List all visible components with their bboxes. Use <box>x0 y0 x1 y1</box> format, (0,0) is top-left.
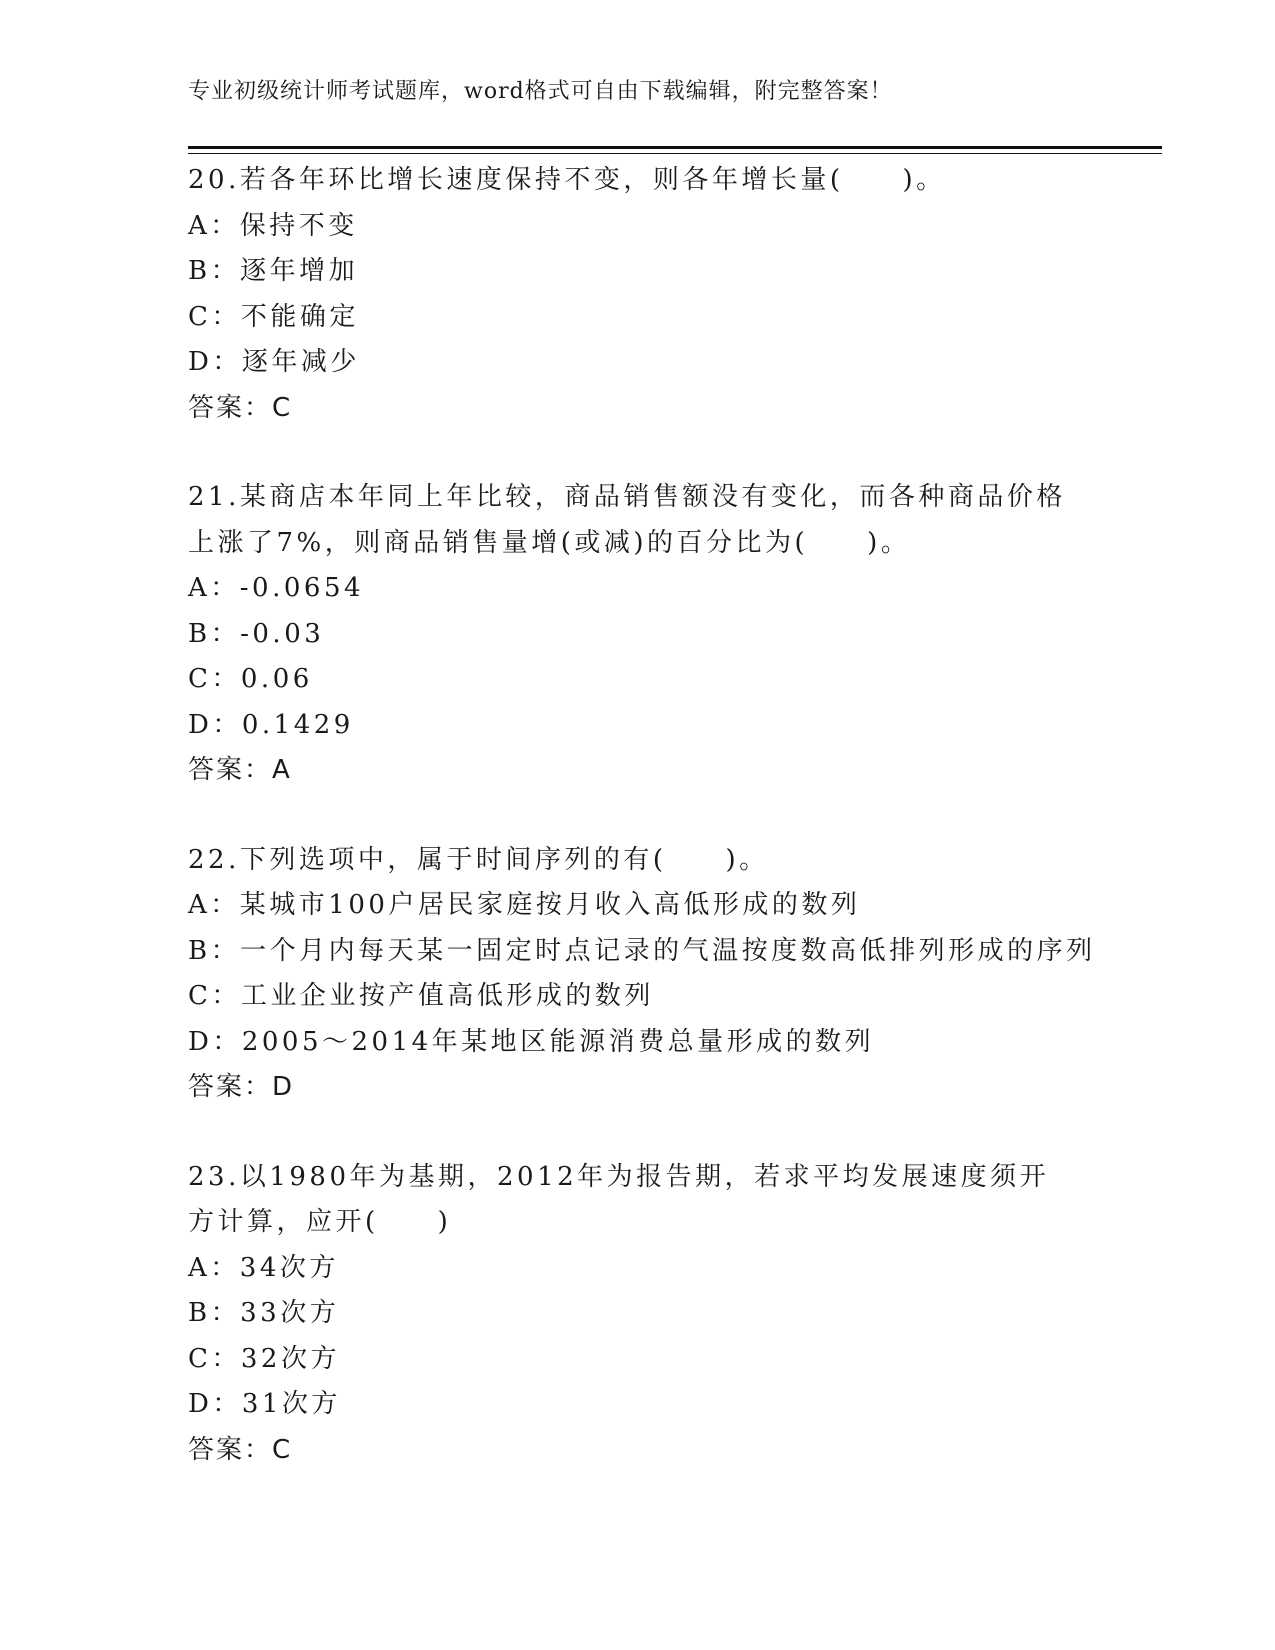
question-stem: 22.下列选项中，属于时间序列的有( )。 <box>188 844 769 875</box>
header-divider <box>188 146 1162 154</box>
option-a: A：-0.0654 <box>188 573 365 603</box>
question-22 <box>188 838 1096 1111</box>
answer-line: 答案：A <box>188 755 292 785</box>
option-b: B：逐年增加 <box>188 256 359 286</box>
answer-line: 答案：C <box>188 392 293 423</box>
option-c: C：0.06 <box>188 664 313 694</box>
option-b: B：33次方 <box>188 1298 340 1328</box>
question-stem: 21.某商店本年同上年比较，商品销售额没有变化，而各种商品价格上涨了7%，则商品销售量增(或减)的百分比为( )。 <box>188 482 1066 558</box>
option-c: C：不能确定 <box>188 301 359 332</box>
option-b: B：一个月内每天某一固定时点记录的气温按度数高低排列形成的序列 <box>188 935 1096 966</box>
answer-line: 答案：D <box>188 1072 295 1102</box>
page-header: 专业初级统计师考试题库，word格式可自由下载编辑，附完整答案！ <box>188 79 893 104</box>
question-stem: 23.以1980年为基期，2012年为报告期，若求平均发展速度须开方计算，应开( ) <box>188 1161 1050 1237</box>
question-21 <box>188 475 1088 794</box>
option-b: B：-0.03 <box>188 618 325 649</box>
question-stem: 20.若各年环比增长速度保持不变，则各年增长量( )。 <box>188 165 946 195</box>
question-list <box>188 158 1096 1517</box>
option-c: C：工业企业按产值高低形成的数列 <box>188 981 654 1011</box>
option-c: C：32次方 <box>188 1343 340 1374</box>
option-d: D：31次方 <box>188 1389 341 1419</box>
option-a: A：34次方 <box>188 1252 339 1283</box>
option-d: D：逐年减少 <box>188 347 360 377</box>
option-a: A：某城市100户居民家庭按月收入高低形成的数列 <box>188 890 861 920</box>
question-20 <box>188 158 1088 431</box>
answer-line: 答案：C <box>188 1434 293 1465</box>
question-23 <box>188 1155 1088 1474</box>
option-d: D：0.1429 <box>188 709 354 740</box>
option-d: D：2005～2014年某地区能源消费总量形成的数列 <box>188 1026 875 1057</box>
option-a: A：保持不变 <box>188 210 358 241</box>
